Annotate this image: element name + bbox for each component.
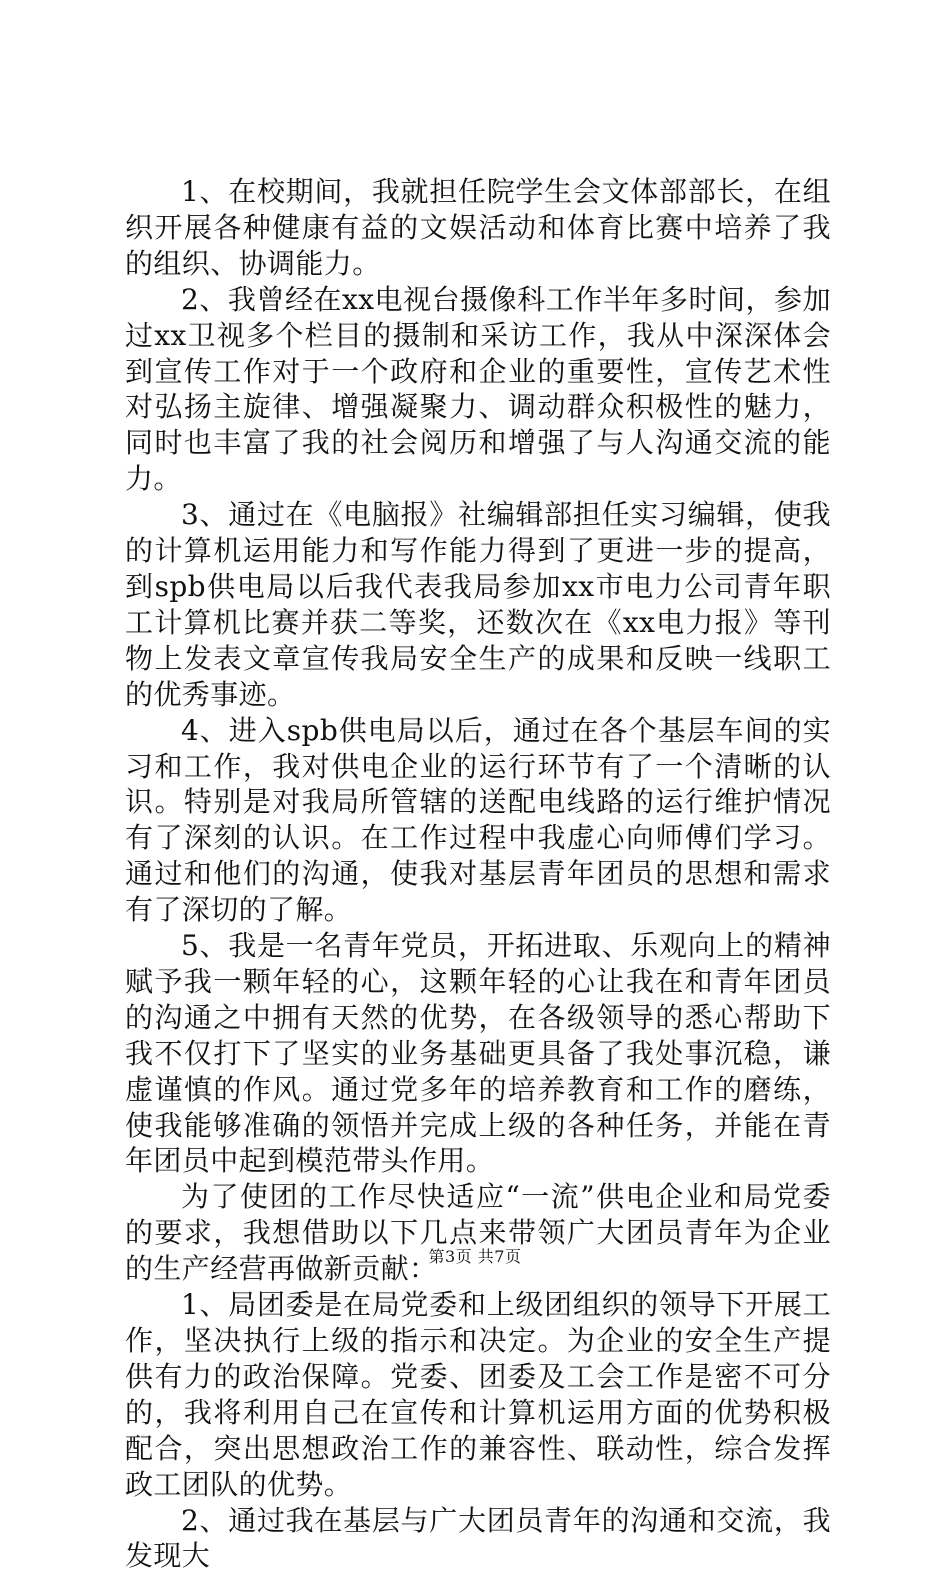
paragraph-5: 5、我是一名青年党员，开拓进取、乐观向上的精神赋予我一颗年轻的心，这颗年轻的心让我在和青年团员的沟通之中拥有天然的优势，在各级领导的悉心帮助下我不仅打下了坚实的业务基础更具备了我处事沉稳，谦虚谨慎的作风。通过党多年的培养教育和工作的磨练，使我能够准确的领悟并完成上级的各种任务，并能在青年团员中起到模范带头作用。 bbox=[125, 929, 831, 1178]
paragraph-3: 3、通过在《电脑报》社编辑部担任实习编辑，使我的计算机运用能力和写作能力得到了更进一步的提高，到spb供电局以后我代表我局参加xx市电力公司青年职工计算机比赛并获二等奖，还数次在《xx电力报》等刊物上发表文章宣传我局安全生产的成果和反映一线职工的优秀事迹。 bbox=[125, 498, 831, 711]
paragraph-8: 2、通过我在基层与广大团员青年的沟通和交流，我发现大 bbox=[125, 1503, 831, 1573]
page-number-footer: 第3页 共7页 bbox=[428, 1247, 522, 1266]
paragraph-7: 1、局团委是在局党委和上级团组织的领导下开展工作，坚决执行上级的指示和决定。为企业的安全生产提供有力的政治保障。党委、团委及工会工作是密不可分的，我将利用自己在宣传和计算机运用方面的优势积极配合，突出思想政治工作的兼容性、联动性，综合发挥政工团队的优势。 bbox=[125, 1288, 831, 1501]
paragraph-4: 4、进入spb供电局以后，通过在各个基层车间的实习和工作，我对供电企业的运行环节有了一个清晰的认识。特别是对我局所管辖的送配电线路的运行维护情况有了深刻的认识。在工作过程中我虚心向师傅们学习。通过和他们的沟通，使我对基层青年团员的思想和需求有了深切的了解。 bbox=[125, 713, 831, 927]
paragraph-6: 为了使团的工作尽快适应“一流”供电企业和局党委的要求，我想借助以下几点来带领广大团员青年为企业的生产经营再做新贡献： bbox=[125, 1180, 831, 1286]
paragraph-2: 2、我曾经在xx电视台摄像科工作半年多时间，参加过xx卫视多个栏目的摄制和采访工作，我从中深深体会到宣传工作对于一个政府和企业的重要性，宣传艺术性对弘扬主旋律、增强凝聚力、调动群众积极性的魅力，同时也丰富了我的社会阅历和增强了与人沟通交流的能力。 bbox=[125, 282, 831, 496]
paragraph-1: 1、在校期间，我就担任院学生会文体部部长，在组织开展各种健康有益的文娱活动和体育比赛中培养了我的组织、协调能力。 bbox=[125, 175, 831, 280]
document-body bbox=[125, 174, 831, 1574]
